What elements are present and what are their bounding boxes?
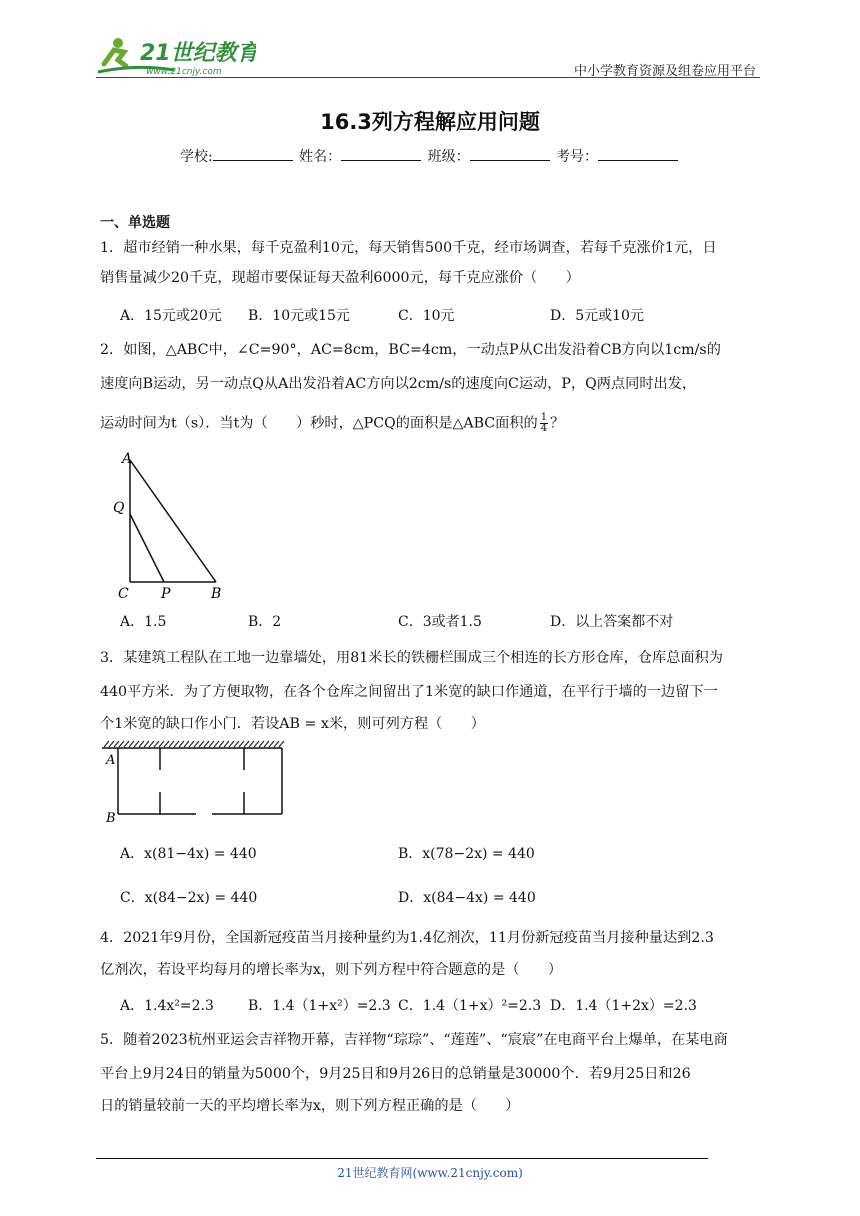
label-p: P — [161, 586, 171, 602]
q1-line2: 销售量减少20千克，现超市要保证每天盈利6000元，每千克应涨价（ ） — [100, 270, 580, 286]
wall-hatch-mark — [134, 741, 139, 747]
wall-hatch-mark — [259, 741, 264, 747]
wall-hatch-mark — [164, 741, 169, 747]
wall-hatch-mark — [279, 741, 284, 747]
wall-hatch-mark — [194, 741, 199, 747]
wall-hatch-mark — [104, 741, 109, 747]
wall-hatch-mark — [249, 741, 254, 747]
wall-hatch-mark — [254, 741, 259, 747]
wall-hatch-mark — [149, 741, 154, 747]
one-quarter-fraction: $\frac{1}{4}$ — [540, 412, 548, 434]
wall-hatch-mark — [274, 741, 279, 747]
q2-option-c[interactable]: C．3或者1.5 — [398, 614, 482, 630]
wall-hatch-mark — [144, 741, 149, 747]
wall-hatch-mark — [189, 741, 194, 747]
label-a-wall: A — [106, 753, 116, 768]
school-blank[interactable] — [213, 146, 293, 161]
section-heading: 一、单选题 — [100, 215, 170, 231]
q2-option-d[interactable]: D．以上答案都不对 — [550, 614, 674, 630]
class-blank[interactable] — [470, 146, 550, 161]
site-logo — [96, 34, 256, 78]
name-blank[interactable] — [341, 146, 421, 161]
wall-hatch-mark — [109, 741, 114, 747]
q5-line1: 5．随着2023杭州亚运会吉祥物开幕，吉祥物“琮琮”、“莲莲”、“宸宸”在电商平台上爆单，在某电商 — [100, 1032, 728, 1048]
wall-hatch-mark — [204, 741, 209, 747]
wall-hatch-mark — [229, 741, 234, 747]
q4-line1: 4．2021年9月份，全国新冠疫苗当月接种量约为1.4亿剂次，11月份新冠疫苗当月接种量达到2.3 — [100, 930, 714, 946]
wall-hatch-mark — [234, 741, 239, 747]
footer-link[interactable]: 21世纪教育网(www.21cnjy.com) — [337, 1166, 523, 1180]
triangle-figure — [108, 448, 238, 612]
q2-option-b[interactable]: B．2 — [248, 614, 282, 630]
q3-line1: 3．某建筑工程队在工地一边靠墙处，用81米长的铁栅栏围成三个相连的长方形仓库，仓库总面积为 — [100, 650, 723, 666]
page-title: 16.3列方程解应用问题 — [320, 110, 540, 134]
wall-hatch-mark — [199, 741, 204, 747]
wall-hatch-mark — [159, 741, 164, 747]
wall-hatch-mark — [244, 741, 249, 747]
student-info-row — [0, 146, 860, 166]
q2-line2: 速度向B运动，另一动点Q从A出发沿着AC方向以2cm/s的速度向C运动，P，Q两点同时出发， — [100, 376, 697, 392]
label-a: A — [122, 451, 133, 467]
q3-line3: 个1米宽的缺口作小门．若设AB = x米，则可列方程（ ） — [100, 716, 485, 732]
wall-hatch-mark — [124, 741, 129, 747]
q3-line2: 440平方米．为了方便取物，在各个仓库之间留出了1米宽的缺口作通道，在平行于墙的一边留下一 — [100, 684, 718, 700]
q1-option-a[interactable]: A．15元或20元 — [120, 308, 222, 324]
wall-hatch-mark — [264, 741, 269, 747]
q4-option-b[interactable]: B．1.4（1+x²）=2.3 — [248, 998, 391, 1014]
q4-option-c[interactable]: C．1.4（1+x）²=2.3 — [398, 998, 542, 1014]
label-c: C — [118, 586, 129, 602]
exam-no-blank[interactable] — [598, 146, 678, 161]
platform-name: 中小学教育资源及组卷应用平台 — [573, 64, 756, 79]
wall-hatch-mark — [119, 741, 124, 747]
school-label: 学校: — [179, 149, 213, 165]
q1-line1: 1．超市经销一种水果，每千克盈利10元，每天销售500千克，经市场调查，若每千克涨价1元，日 — [100, 240, 717, 256]
q1-option-c[interactable]: C．10元 — [398, 308, 455, 324]
wall-hatch-mark — [219, 741, 224, 747]
q3-option-c[interactable]: C．x(84−2x) = 440 — [120, 890, 258, 906]
q5-line2: 平台上9月24日的销量为5000个，9月25日和9月26日的总销量是30000个．若9月25日和26 — [100, 1066, 691, 1082]
q3-option-b[interactable]: B．x(78−2x) = 440 — [398, 846, 535, 862]
class-label: 班级： — [427, 149, 470, 165]
header-divider — [96, 77, 760, 78]
wall-hatch-mark — [139, 741, 144, 747]
q4-option-a[interactable]: A．1.4x²=2.3 — [120, 998, 214, 1014]
wall-hatch-mark — [209, 741, 214, 747]
wall-hatch-mark — [129, 741, 134, 747]
footer-divider — [96, 1158, 708, 1159]
wall-hatch-mark — [184, 741, 189, 747]
q3-option-d[interactable]: D．x(84−4x) = 440 — [398, 890, 536, 906]
q4-line2: 亿剂次，若设平均每月的增长率为x，则下列方程中符合题意的是（ ） — [100, 962, 563, 978]
wall-hatch-mark — [154, 741, 159, 747]
q2-line3-text: 运动时间为t（s）．当t为（ ）秒时，△PCQ的面积是△ABC面积的 — [100, 415, 538, 432]
q4-option-d[interactable]: D．1.4（1+2x）=2.3 — [550, 998, 697, 1014]
warehouse-figure — [100, 740, 300, 834]
wall-hatch-mark — [114, 741, 119, 747]
exam-no-label: 考号： — [556, 149, 599, 165]
wall-hatch-mark — [214, 741, 219, 747]
label-q: Q — [113, 500, 125, 516]
q1-option-d[interactable]: D．5元或10元 — [550, 308, 644, 324]
wall-hatch-mark — [169, 741, 174, 747]
wall-hatch-mark — [179, 741, 184, 747]
q2-line1: 2．如图，△ABC中，∠C=90°，AC=8cm，BC=4cm，一动点P从C出发沿着CB方向以1cm/s的 — [100, 342, 721, 358]
wall-hatch-mark — [269, 741, 274, 747]
q2-option-a[interactable]: A．1.5 — [120, 614, 167, 630]
logo-text: 21世纪教育 — [140, 41, 256, 66]
name-label: 姓名： — [299, 149, 342, 165]
label-b-wall: B — [106, 811, 116, 826]
wall-hatch-mark — [239, 741, 244, 747]
q3-option-a[interactable]: A．x(81−4x) = 440 — [120, 846, 257, 862]
wall-hatch-mark — [174, 741, 179, 747]
q1-option-b[interactable]: B．10元或15元 — [248, 308, 350, 324]
q5-line3: 日的销量较前一天的平均增长率为x，则下列方程正确的是（ ） — [100, 1098, 520, 1114]
label-b: B — [211, 586, 222, 602]
logo-url: www.21cnjy.com — [146, 67, 222, 77]
q2-line3: 运动时间为t（s）．当t为（ ）秒时，△PCQ的面积是△ABC面积的 $\frac{1}{4}$ ？ — [100, 412, 565, 434]
wall-hatch-mark — [224, 741, 229, 747]
